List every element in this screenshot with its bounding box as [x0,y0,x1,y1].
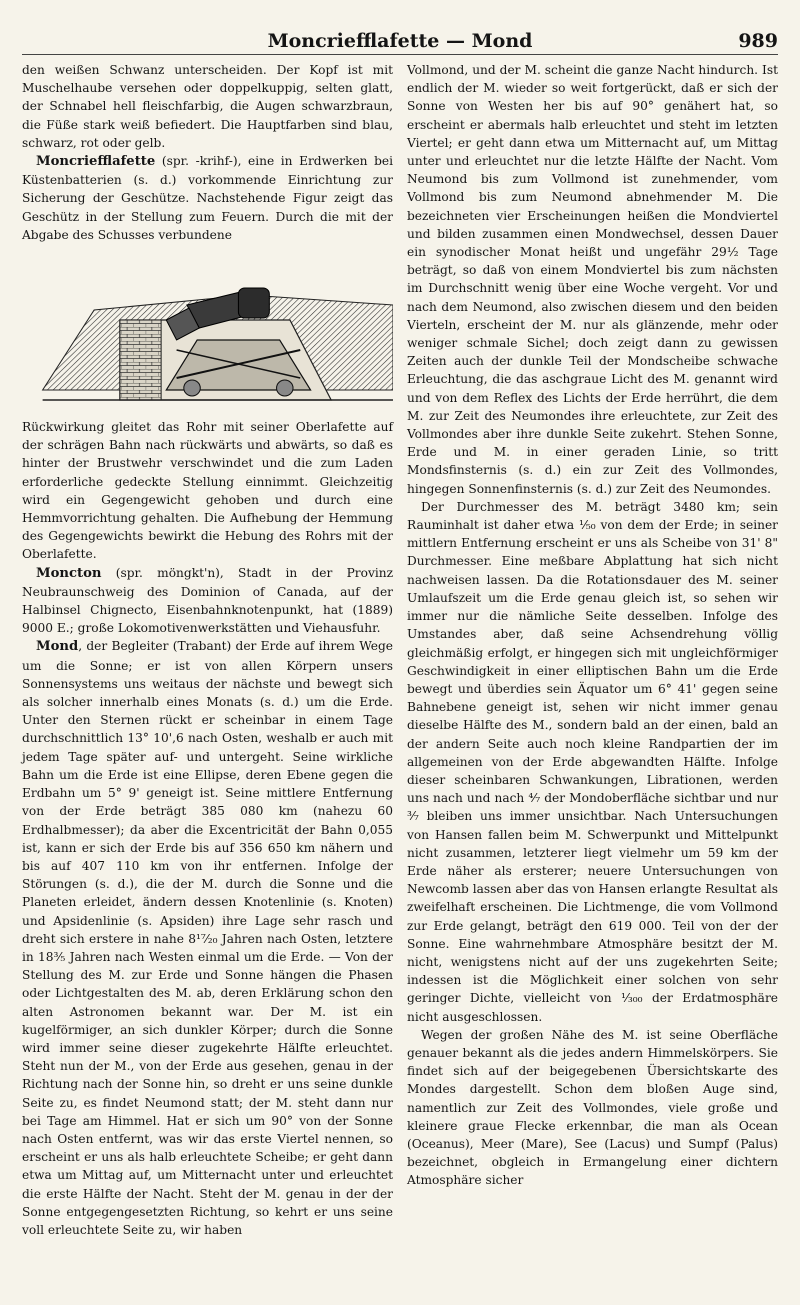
entry-text: (spr. -krihf-), eine in Erdwerken bei Küstenbatterien (s. d.) vorkommende Einrichtung zur Sicherung der Geschütze. Nachstehende Figur zeigt das Geschütz in der Stellung zum Feuern. Durch die mit der Abgabe des Schusses verbundene [22,154,393,242]
right-column [407,61,778,1239]
figure-gun-carriage [22,250,393,410]
entry-moncriefflafette [22,152,393,244]
entry-headword: Moncriefflafette [36,154,156,170]
page-header [22,28,778,55]
paragraph: Vollmond, und der M. scheint die ganze Nacht hindurch. Ist endlich der M. wieder so weit fortgerückt, daß er sich der Sonne von Westen her bis auf 90° genähert hat, so erscheint er abermals halb erleuchtet und steht im letzten Viertel; er geht dann etwa um Mitternacht auf, um Mittag unter und erleuchtet nur die letzte Hälfte der Nacht. Vom Neumond bis zum Vollmond ist zunehmender, vom Vollmond bis zum Neumond abnehmender M. Die bezeichneten vier Erscheinungen heißen die Mondviertel und bilden zusammen einen Mondwechsel, dessen Dauer ein synodischer Monat heißt und ungefähr 29½ Tage beträgt, so daß von einem Mondviertel bis zum nächsten im Durchschnitt wenig über eine Woche vergeht. Vor und nach dem Neumond, also zwischen diesem und den beiden Vierteln, erscheint der M. nur als glänzende, mehr oder weniger schmale Sichel; doch zeigt dann zu gewissen Zeiten auch der dunkle Teil der Mondscheibe schwache Erleuchtung, die das aschgraue Licht des M. genannt wird und von dem Reflex des Lichts der Erde herrührt, die dem M. zur Zeit des Neumondes ihre erleuchtete, zur Zeit des Vollmondes aber ihre dunkle Seite zukehrt. Stehen Sonne, Erde und M. in einer geraden Linie, so tritt Mondsfinsternis (s. d.) ein zur Zeit des Vollmondes, hingegen Sonnenfinsternis (s. d.) zur Zeit des Neumondes. [407,63,778,496]
paragraph: Der Durchmesser des M. beträgt 3480 km; sein Rauminhalt ist daher etwa ¹⁄₅₀ von dem der Erde; in seiner mittlern Entfernung erscheint er uns als Scheibe von 31' 8" Durchmesser. Eine meßbare Abplattung hat sich nicht nachweisen lassen. Da die Rotationsdauer des M. seiner Umlaufszeit um die Erde genau gleich ist, so sehen wir immer nur die nämliche Seite desselben. Infolge des Umstandes aber, daß seine Achsendrehung völlig gleichmäßig erfolgt, er hingegen sich mit ungleichförmiger Geschwindigkeit in einer elliptischen Bahn um die Erde bewegt und überdies sein Äquator um 6° 41' gegen seine Bahnebene geneigt ist, sehen wir nicht immer genau dieselbe Hälfte des M., sondern bald an der einen, bald an der andern Seite auch noch kleine Randpartien der im allgemeinen von der Erde abgewandten Hälfte. Infolge dieser scheinbaren Schwankungen, Librationen, werden uns nach und nach ⁴⁄₇ der Mondoberfläche sichtbar und nur ³⁄₇ bleiben uns immer unsichtbar. Nach Untersuchungen von Hansen fallen beim M. Schwerpunkt und Mittelpunkt nicht zusammen, letzterer liegt vielmehr um 59 km der Erde näher als ersterer; neuere Untersuchungen von Newcomb lassen aber das von Hansen erlangte Resultat als zweifelhaft erscheinen. Die Lichtmenge, die vom Vollmond zur Erde gelangt, beträgt den 619 000. Teil von der der Sonne. Eine wahrnehmbare Atmosphäre besitzt der M. nicht, wenigstens nicht auf der uns zugekehrten Seite; indessen ist die Möglichkeit einer solchen von sehr geringer Dichte, vielleicht von ¹⁄₃₀₀ der Erdatmosphäre nicht ausgeschlossen. [407,499,778,1024]
paragraph: Wegen der großen Nähe des M. ist seine Oberfläche genauer bekannt als die jedes andern Himmelskörpers. Sie findet sich auf der beigegebenen Übersichtskarte des Mondes dargestellt. Schon dem bloßen Auge sind, namentlich zur Zeit des Vollmondes, viele große und kleinere graue Flecke erkennbar, die man als Ocean (Oceanus), Meer (Mare), See (Lacus) und Sumpf (Palus) bezeichnet, obgleich in Ermangelung einer dichtern Atmosphäre sicher [407,1027,778,1188]
entry-text: , der Begleiter (Trabant) der Erde auf ihrem Wege um die Sonne; er ist von allen Körpern unsers Sonnensystems uns weitaus der nächste und bewegt sich als solcher innerhalb eines Monats (s. d.) um die Erde. Unter den Sternen rückt er scheinbar in einem Tage durchschnittlich 13° 10',6 nach Osten, weshalb er auch mit jedem Tage später auf- und untergeht. Seine wirkliche Bahn um die Erde ist eine Ellipse, deren Ebene gegen die Erdbahn um 5° 9' geneigt ist. Seine mittlere Entfernung von der Erde beträgt 385 080 km (nahezu 60 Erdhalbmesser); da aber die Excentricität der Bahn 0,055 ist, kann er sich der Erde bis auf 356 650 km nähern und bis auf 407 110 km von ihr entfernen. Infolge der Störungen (s. d.), die der M. durch die Sonne und die Planeten erleidet, ändern dessen Knotenlinie (s. Knoten) und Apsidenlinie (s. Apsiden) ihre Lage sehr rasch und dreht sich erstere in nahe 8¹⁷⁄₂₀ Jahren nach Osten, letztere in 18³⁄₅ Jahren nach Westen einmal um die Erde. — Von der Stellung des M. zur Erde und Sonne hängen die Phasen oder Lichtgestalten des M. ab, deren Erklärung schon den alten Astronomen bekannt war. Der M. ist ein kugelförmiger, an sich dunkler Körper; durch die Sonne wird immer seine dieser zugekehrte Hälfte erleuchtet. Steht nun der M., von der Erde aus gesehen, genau in der Richtung nach der Sonne hin, so dreht er uns seine dunkle Seite zu, es findet Neumond statt; der M. steht dann nur bei Tage am Himmel. Hat er sich um 90° von der Sonne nach Osten entfernt, was wir das erste Viertel nennen, so erscheint er uns als halb erleuchtete Scheibe; er geht dann etwa um Mittag auf, um Mitternacht unter und erleuchtet die erste Hälfte der Nacht. Steht der M. genau in der der Sonne entgegengesetzten Richtung, so kehrt er uns seine voll erleuchtete Seite zu, wir haben [22,639,393,1237]
entry-headword: Mond [36,639,79,655]
running-head: Moncriefflafette — Mond [267,30,533,52]
paragraph: Rückwirkung gleitet das Rohr mit seiner Oberlafette auf der schrägen Bahn nach rückwärts und abwärts, so daß es hinter der Brustwehr verschwindet und die zum Laden erforderliche gedeckte Stellung einnimmt. Gleichzeitig wird ein Gegengewicht gehoben und durch eine Hemmvorrichtung gehalten. Die Aufhebung der Hemmung des Gegengewichts bewirkt die Hebung des Rohrs mit der Oberlafette. [22,420,393,562]
entry-headword: Moncton [36,565,102,581]
paragraph: den weißen Schwanz unterscheiden. Der Kopf ist mit Muschelhaube versehen oder doppelkuppig, selten glatt, der Schnabel hell fleischfarbig, die Augen schwarzbraun, die Füße stark weiß befiedert. Die Hauptfarben sind blau, schwarz, rot oder gelb. [22,63,393,150]
text-columns [22,61,778,1239]
gun-emplacement-illustration [22,250,393,410]
left-column [22,61,393,1239]
page-number: 989 [738,30,778,52]
entry-mond [22,637,393,1239]
entry-text: (spr. möngkt'n), Stadt in der Provinz Neubraunschweig des Dominion of Canada, auf der Halbinsel Chignecto, Eisenbahnknotenpunkt, hat (1889) 9000 E.; große Lokomotivenwerkstätten und Viehausfuhr. [22,565,393,636]
entry-moncton [22,564,393,638]
